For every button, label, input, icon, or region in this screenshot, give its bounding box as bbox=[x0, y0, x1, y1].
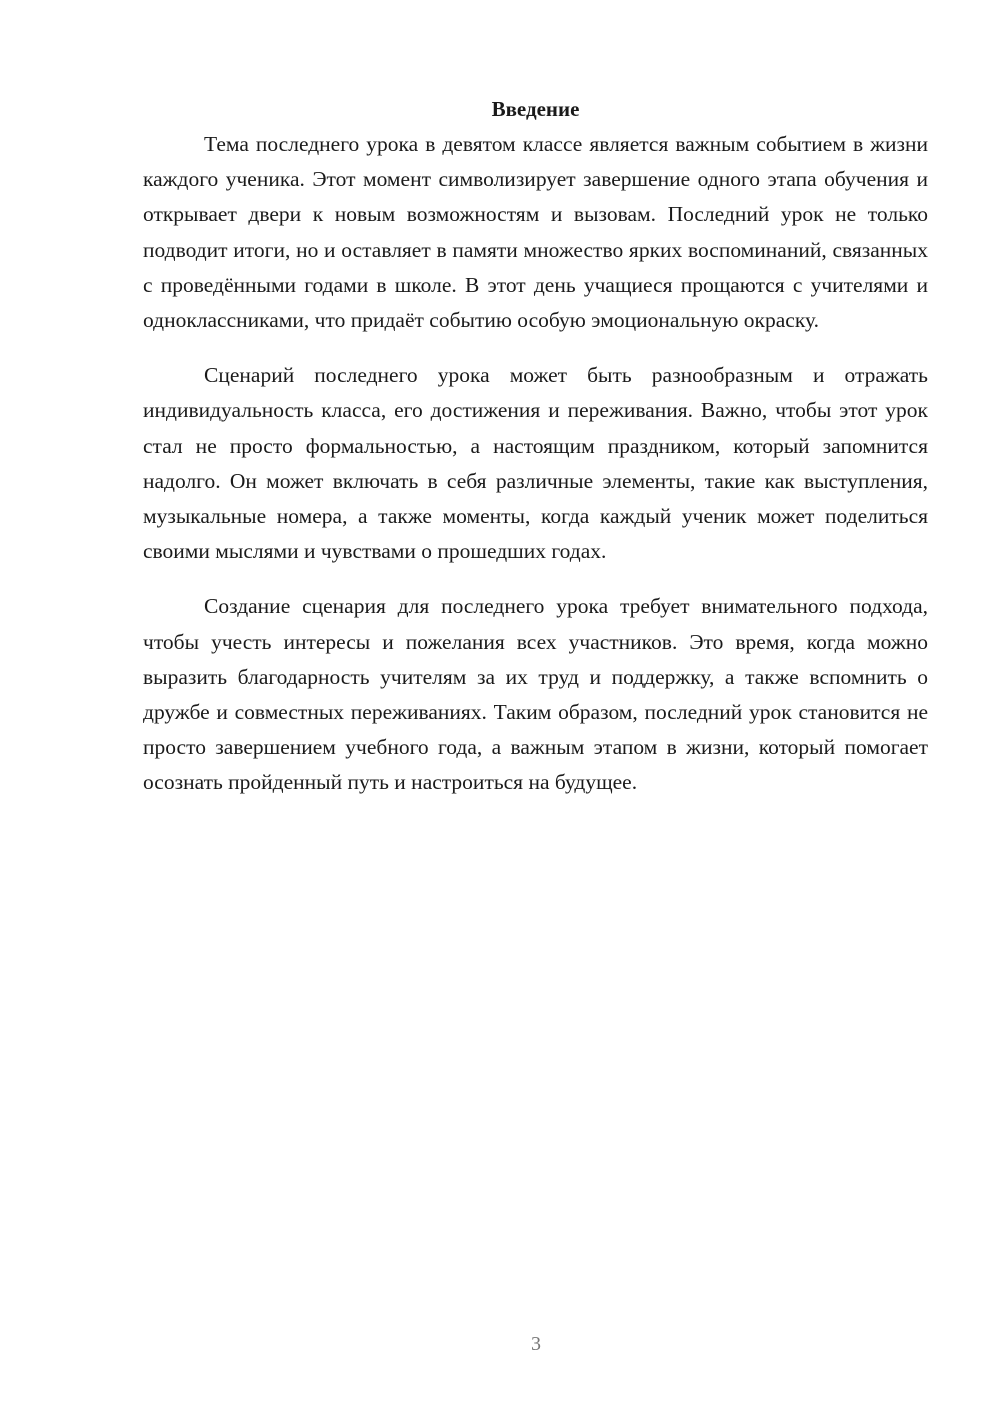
page-number: 3 bbox=[531, 1333, 541, 1355]
paragraph-1: Тема последнего урока в девятом классе является важным событием в жизни каждого ученика. Этот момент символизирует завершение одного этапа обучения и открывает двери к новым возможностям и вызовам. Последний урок не только подводит итоги, но и оставляет в памяти множество ярких воспоминаний, связанных с проведёнными годами в школе. В этот день учащиеся прощаются с учителями и одноклассниками, что придаёт событию особую эмоциональную окраску. bbox=[143, 132, 928, 333]
paragraph-3: Создание сценария для последнего урока требует внимательного подхода, чтобы учесть интересы и пожелания всех участников. Это время, когда можно выразить благодарность учителям за их труд и поддержку, а также вспомнить о дружбе и совместных переживаниях. Таким образом, последний урок становится не просто завершением учебного года, а важным этапом в жизни, который помогает осознать пройденный путь и настроиться на будущее. bbox=[143, 594, 928, 795]
text-column bbox=[143, 92, 928, 801]
paragraph-2: Сценарий последнего урока может быть разнообразным и отражать индивидуальность класса, его достижения и переживания. Важно, чтобы этот урок стал не просто формальностью, а настоящим праздником, который запомнится надолго. Он может включать в себя различные элементы, такие как выступления, музыкальные номера, а также моменты, когда каждый ученик может поделиться своими мыслями и чувствами о прошедших годах. bbox=[143, 363, 928, 564]
section-heading: Введение bbox=[491, 97, 580, 121]
